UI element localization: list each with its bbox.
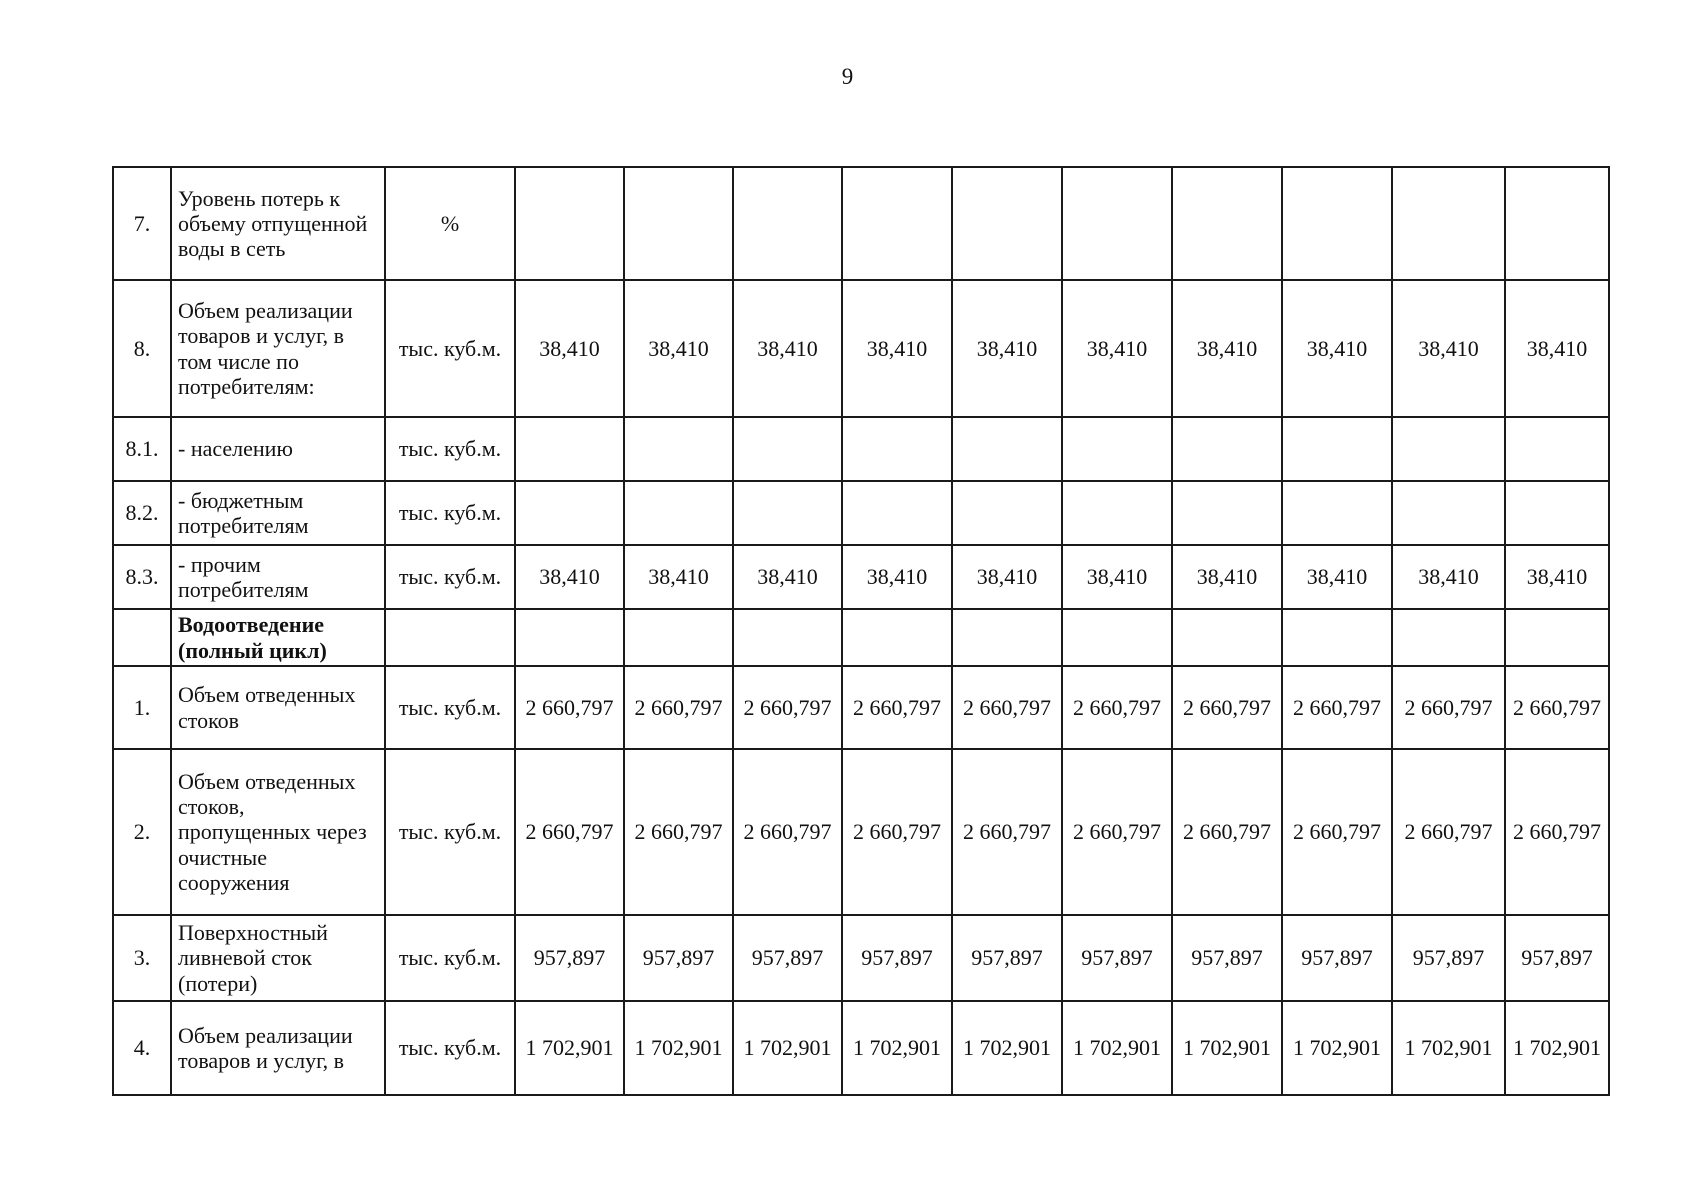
value-cell [624,167,733,280]
indicator-name: Уровень потерь к объему отпущенной воды в сеть [171,167,385,280]
table-row [113,545,1609,609]
value-cell [1172,417,1282,481]
value-cell [842,167,952,280]
value-cell [624,417,733,481]
table-row [113,1001,1609,1095]
value-cell: 2 660,797 [1062,749,1172,915]
value-cell: 2 660,797 [1505,749,1609,915]
value-cell: 957,897 [515,915,624,1001]
row-number: 8.1. [113,417,171,481]
value-cell: 38,410 [952,545,1062,609]
value-cell: 2 660,797 [1172,749,1282,915]
value-cell [1062,609,1172,666]
value-cell: 2 660,797 [624,749,733,915]
value-cell [1172,609,1282,666]
value-cell: 2 660,797 [1062,666,1172,749]
value-cell: 957,897 [1505,915,1609,1001]
value-cell: 2 660,797 [1282,666,1392,749]
value-cell: 2 660,797 [842,749,952,915]
value-cell: 957,897 [1392,915,1505,1001]
row-number: 8.3. [113,545,171,609]
table-row [113,280,1609,417]
indicator-name: Объем реализации товаров и услуг, в том числе по потребителям: [171,280,385,417]
row-number: 1. [113,666,171,749]
value-cell: 2 660,797 [1282,749,1392,915]
value-cell [1505,417,1609,481]
value-cell [1392,417,1505,481]
value-cell: 38,410 [952,280,1062,417]
value-cell: 2 660,797 [733,666,842,749]
unit-of-measure: тыс. куб.м. [385,545,515,609]
value-cell: 1 702,901 [624,1001,733,1095]
value-cell: 957,897 [1282,915,1392,1001]
value-cell [1392,609,1505,666]
value-cell: 2 660,797 [1392,749,1505,915]
value-cell: 38,410 [515,280,624,417]
value-cell: 957,897 [733,915,842,1001]
value-cell [952,609,1062,666]
value-cell: 957,897 [624,915,733,1001]
value-cell [733,481,842,545]
value-cell [1392,481,1505,545]
value-cell [842,481,952,545]
row-number [113,609,171,666]
value-cell [515,609,624,666]
value-cell: 2 660,797 [842,666,952,749]
unit-of-measure: тыс. куб.м. [385,749,515,915]
row-number: 2. [113,749,171,915]
value-cell [1392,167,1505,280]
unit-of-measure: тыс. куб.м. [385,1001,515,1095]
indicator-name: - бюджетным потребителям [171,481,385,545]
value-cell: 38,410 [733,280,842,417]
value-cell: 38,410 [624,545,733,609]
value-cell: 38,410 [1392,545,1505,609]
value-cell: 2 660,797 [952,749,1062,915]
value-cell: 38,410 [1392,280,1505,417]
value-cell: 38,410 [1282,280,1392,417]
row-number: 3. [113,915,171,1001]
value-cell: 2 660,797 [952,666,1062,749]
value-cell: 38,410 [624,280,733,417]
value-cell: 38,410 [842,545,952,609]
value-cell: 957,897 [1172,915,1282,1001]
value-cell: 2 660,797 [515,749,624,915]
value-cell [733,417,842,481]
value-cell: 2 660,797 [1392,666,1505,749]
value-cell: 1 702,901 [1392,1001,1505,1095]
value-cell: 1 702,901 [1172,1001,1282,1095]
value-cell: 1 702,901 [842,1001,952,1095]
value-cell: 38,410 [1505,280,1609,417]
value-cell: 2 660,797 [1505,666,1609,749]
row-number: 7. [113,167,171,280]
value-cell: 2 660,797 [1172,666,1282,749]
table-row [113,417,1609,481]
indicator-name: Поверхностный ливневой сток (потери) [171,915,385,1001]
indicators-table [112,166,1610,1096]
value-cell [1505,609,1609,666]
value-cell [1282,417,1392,481]
value-cell: 38,410 [1282,545,1392,609]
value-cell [624,481,733,545]
value-cell: 1 702,901 [1062,1001,1172,1095]
section-title: Водоотведение (полный цикл) [171,609,385,666]
value-cell [733,167,842,280]
unit-of-measure: тыс. куб.м. [385,417,515,481]
value-cell [733,609,842,666]
value-cell: 38,410 [733,545,842,609]
value-cell [624,609,733,666]
value-cell [1505,167,1609,280]
value-cell: 957,897 [952,915,1062,1001]
unit-of-measure: % [385,167,515,280]
table-row [113,167,1609,280]
value-cell: 1 702,901 [952,1001,1062,1095]
value-cell: 38,410 [1172,545,1282,609]
value-cell [842,609,952,666]
value-cell [1172,167,1282,280]
value-cell: 38,410 [842,280,952,417]
value-cell: 2 660,797 [624,666,733,749]
page-number: 9 [841,64,854,89]
value-cell: 957,897 [842,915,952,1001]
value-cell: 2 660,797 [515,666,624,749]
section-header-row [113,609,1609,666]
table-row [113,666,1609,749]
value-cell [952,167,1062,280]
indicator-name: Объем отведенных стоков [171,666,385,749]
value-cell: 1 702,901 [733,1001,842,1095]
value-cell [1282,481,1392,545]
value-cell [1062,167,1172,280]
unit-of-measure: тыс. куб.м. [385,666,515,749]
value-cell [1282,167,1392,280]
row-number: 8. [113,280,171,417]
row-number: 4. [113,1001,171,1095]
indicator-name: Объем реализации товаров и услуг, в [171,1001,385,1095]
value-cell [515,417,624,481]
table-row [113,749,1609,915]
unit-of-measure: тыс. куб.м. [385,915,515,1001]
value-cell [515,167,624,280]
value-cell [842,417,952,481]
table-row [113,481,1609,545]
value-cell [952,481,1062,545]
row-number: 8.2. [113,481,171,545]
value-cell: 2 660,797 [733,749,842,915]
value-cell [1172,481,1282,545]
value-cell [515,481,624,545]
value-cell: 38,410 [1062,545,1172,609]
value-cell: 957,897 [1062,915,1172,1001]
value-cell [1062,481,1172,545]
value-cell: 1 702,901 [1505,1001,1609,1095]
table-row [113,915,1609,1001]
indicator-name: - населению [171,417,385,481]
unit-of-measure [385,609,515,666]
indicator-name: Объем отведенных стоков, пропущенных через очистные сооружения [171,749,385,915]
value-cell [1505,481,1609,545]
value-cell: 38,410 [1062,280,1172,417]
value-cell: 1 702,901 [1282,1001,1392,1095]
value-cell: 38,410 [1172,280,1282,417]
indicator-name: - прочим потребителям [171,545,385,609]
unit-of-measure: тыс. куб.м. [385,481,515,545]
value-cell [1062,417,1172,481]
unit-of-measure: тыс. куб.м. [385,280,515,417]
value-cell [952,417,1062,481]
value-cell: 38,410 [1505,545,1609,609]
value-cell: 1 702,901 [515,1001,624,1095]
value-cell: 38,410 [515,545,624,609]
value-cell [1282,609,1392,666]
table-body [113,167,1609,1095]
